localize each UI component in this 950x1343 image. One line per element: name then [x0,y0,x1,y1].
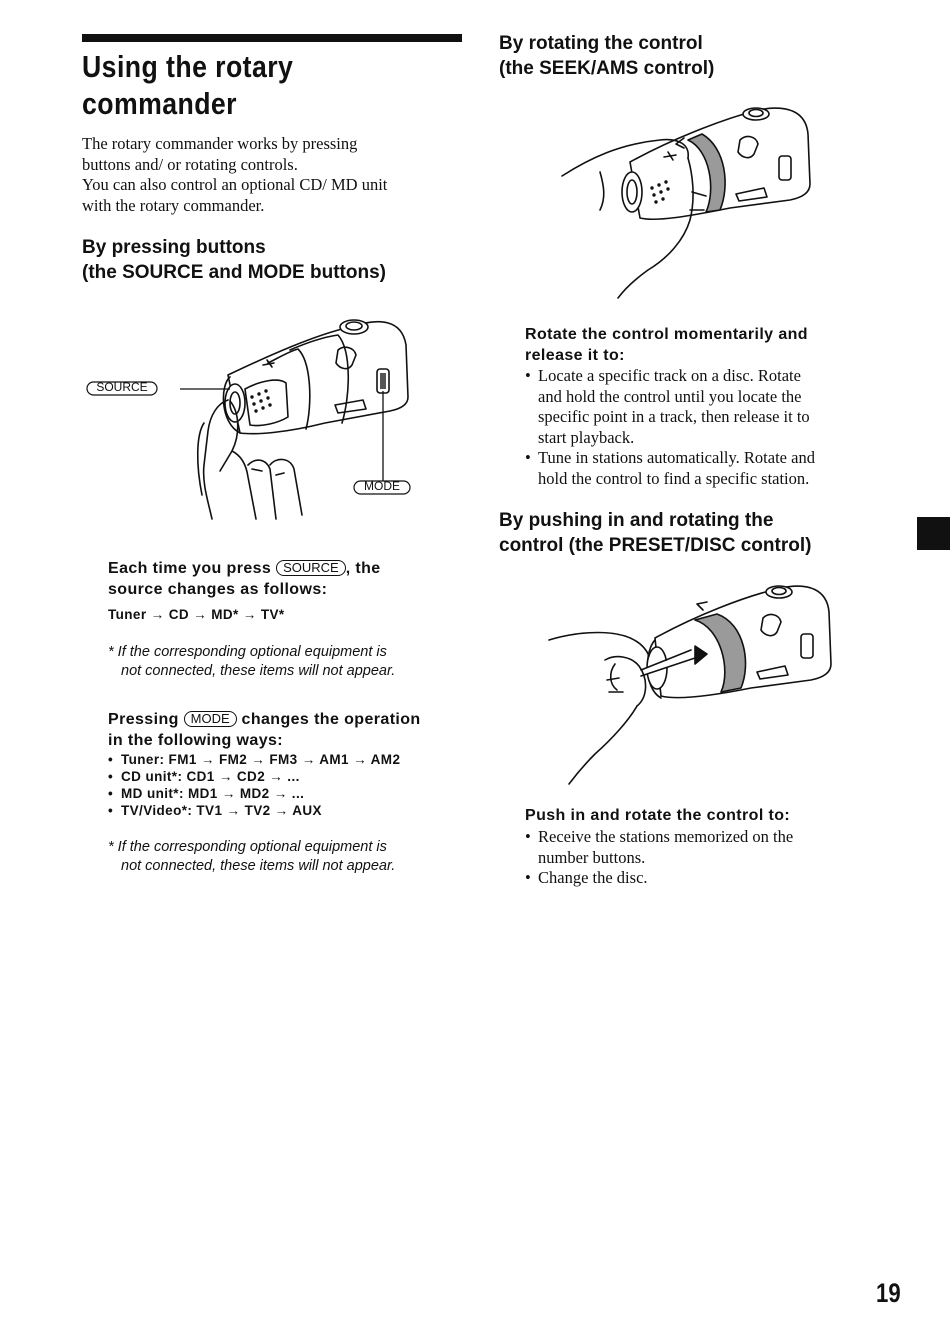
footnote-line: * If the corresponding optional equipment is [108,644,387,660]
list-item [525,827,905,868]
list-item [108,802,468,819]
push-intro: Push in and rotate the control to: [525,807,791,824]
bullet: • [525,827,531,846]
bullet: • [525,448,531,467]
rotate-intro-line: release it to: [525,346,625,364]
page-title [82,48,409,122]
mode-list [108,751,468,819]
source-label: SOURCE [96,380,148,394]
list-item [525,448,905,489]
rotate-item-line: Locate a specific track on a disc. Rotate [538,366,801,385]
bullet: • [525,366,531,385]
rotating-heading [499,32,899,81]
source-press-line2: source changes as follows: [108,580,328,598]
rotate-item-line: Tune in stations automatically. Rotate and [538,448,815,467]
preset-disc-illustration [545,580,835,785]
list-item [108,785,468,802]
source-press-prefix: Each time you press [108,560,272,577]
rotate-list [525,366,905,489]
bullet: • [108,786,114,801]
seek-ams-illustration [560,100,820,300]
mode-item-text: CD unit*: CD1 → CD2 → ... [121,769,300,784]
list-item [525,868,905,889]
mode-label: MODE [364,479,400,493]
mode-key: MODE [184,711,237,727]
footnote-line: not connected, these items will not appear. [121,857,396,874]
heading-line: control (the PRESET/DISC control) [499,534,812,556]
page-title-line1: Using the rotary [82,49,294,84]
bullet: • [108,752,114,767]
mode-press-text [108,710,468,751]
rotate-item-line: and hold the control until you locate the [538,386,802,406]
mode-item-text: Tuner: FM1 → FM2 → FM3 → AM1 → AM2 [121,752,401,767]
mode-item-text: MD unit*: MD1 → MD2 → ... [121,786,305,801]
source-sequence: Tuner → CD → MD* → TV* [108,607,285,622]
heading-line: By pushing in and rotating the [499,510,774,531]
list-item [108,768,468,785]
footnote-1 [108,643,458,680]
mode-item-text: TV/Video*: TV1 → TV2 → AUX [121,803,322,818]
mode-press-line2: in the following ways: [108,731,284,749]
list-item [108,751,468,768]
rotate-item-line: specific point in a track, then release it to [538,407,810,426]
rotate-intro-line: Rotate the control momentarily and [525,326,808,343]
intro-paragraph [82,134,462,216]
intro-line: The rotary commander works by pressing [82,134,358,153]
push-item-line: number buttons. [538,847,646,867]
page-title-line2: commander [82,86,238,121]
source-key: SOURCE [276,560,346,576]
heading-line: (the SEEK/AMS control) [499,57,715,79]
source-press-text [108,559,468,600]
bullet: • [108,803,114,818]
source-mode-illustration [80,305,420,530]
push-item-line: Change the disc. [538,868,648,887]
intro-line: buttons and/ or rotating controls. [82,154,298,174]
rotate-item-line: start playback. [538,427,635,447]
footnote-line: * If the corresponding optional equipment is [108,839,387,855]
intro-line: with the rotary commander. [82,195,265,215]
push-list [525,827,905,889]
heading-line: (the SOURCE and MODE buttons) [82,261,386,283]
rotate-item-line: hold the control to find a specific station. [538,468,810,488]
bullet: • [108,769,114,784]
title-rule [82,34,462,42]
footnote-2 [108,838,458,875]
source-press-suffix: , the [345,560,381,577]
intro-line: You can also control an optional CD/ MD unit [82,175,388,194]
page-number: 19 [876,1278,901,1308]
rotate-intro [525,325,905,366]
pressing-buttons-heading [82,236,462,285]
mode-press-suffix: changes the operation [241,711,421,728]
push-item-line: Receive the stations memorized on the [538,827,794,846]
section-tab [917,517,950,550]
heading-line: By rotating the control [499,33,703,54]
heading-line: By pressing buttons [82,237,266,258]
bullet: • [525,868,531,887]
list-item [525,366,905,448]
footnote-line: not connected, these items will not appear. [121,662,396,679]
mode-press-prefix: Pressing [108,711,179,728]
pushing-heading [499,509,909,558]
